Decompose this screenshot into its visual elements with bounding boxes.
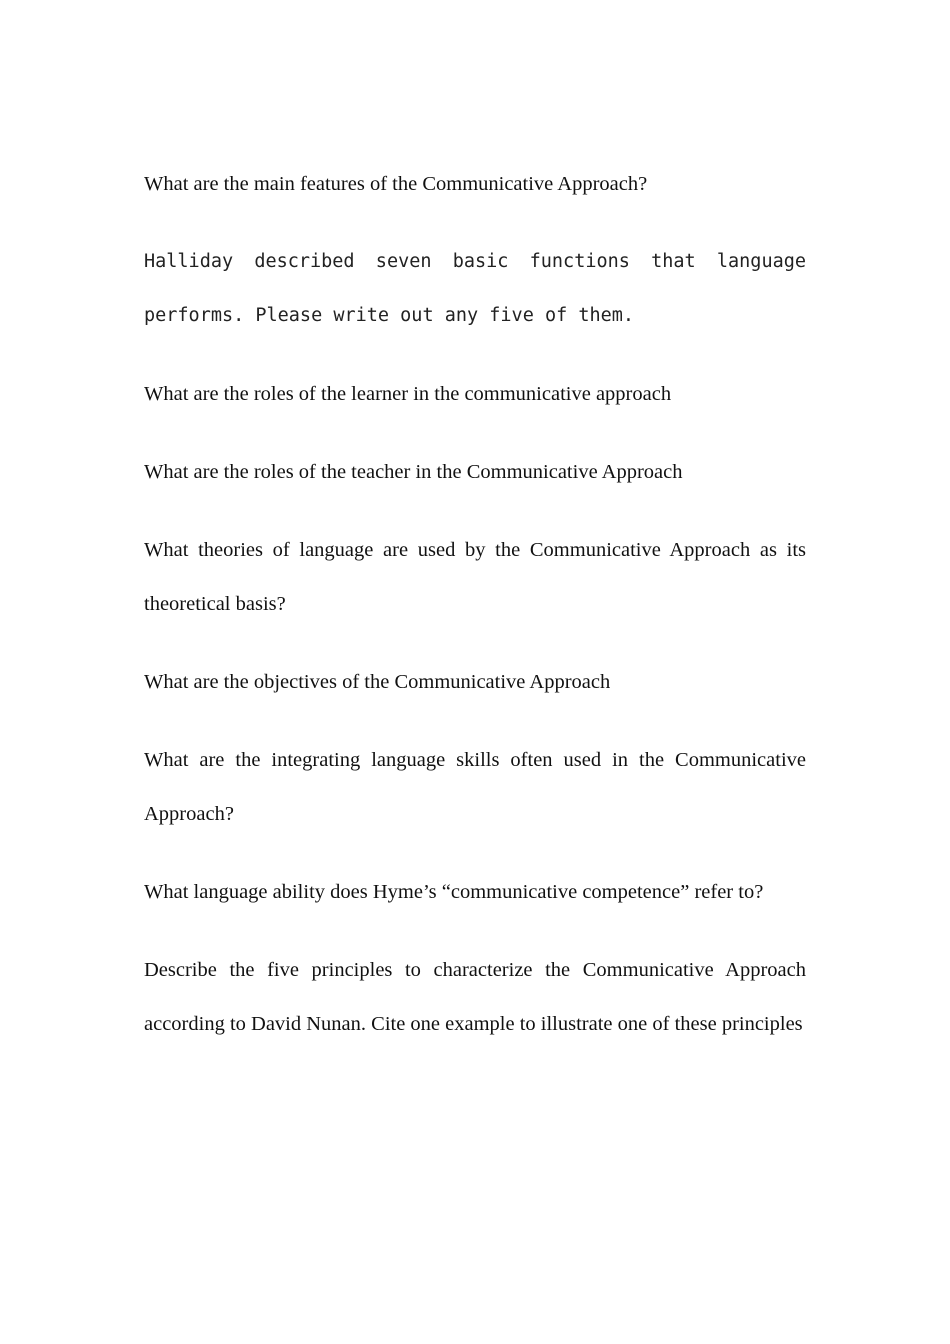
question-2: Halliday described seven basic functions that language performs. Please write out any five of them.	[144, 251, 806, 326]
question-list	[144, 157, 806, 1075]
question-9: Describe the five principles to characterize the Communicative Approach according to David Nunan. Cite one example to illustrate one of these principles	[144, 959, 806, 1035]
question-4: What are the roles of the teacher in the Communicative Approach	[144, 461, 683, 483]
question-3: What are the roles of the learner in the communicative approach	[144, 383, 672, 405]
question-6: What are the objectives of the Communicative Approach	[144, 671, 611, 693]
question-5: What theories of language are used by the Communicative Approach as its theoretical basis?	[144, 539, 806, 615]
question-7: What are the integrating language skills often used in the Communicative Approach?	[144, 749, 806, 825]
question-1: What are the main features of the Communicative Approach?	[144, 173, 648, 195]
question-8: What language ability does Hyme’s “communicative competence” refer to?	[144, 881, 764, 903]
